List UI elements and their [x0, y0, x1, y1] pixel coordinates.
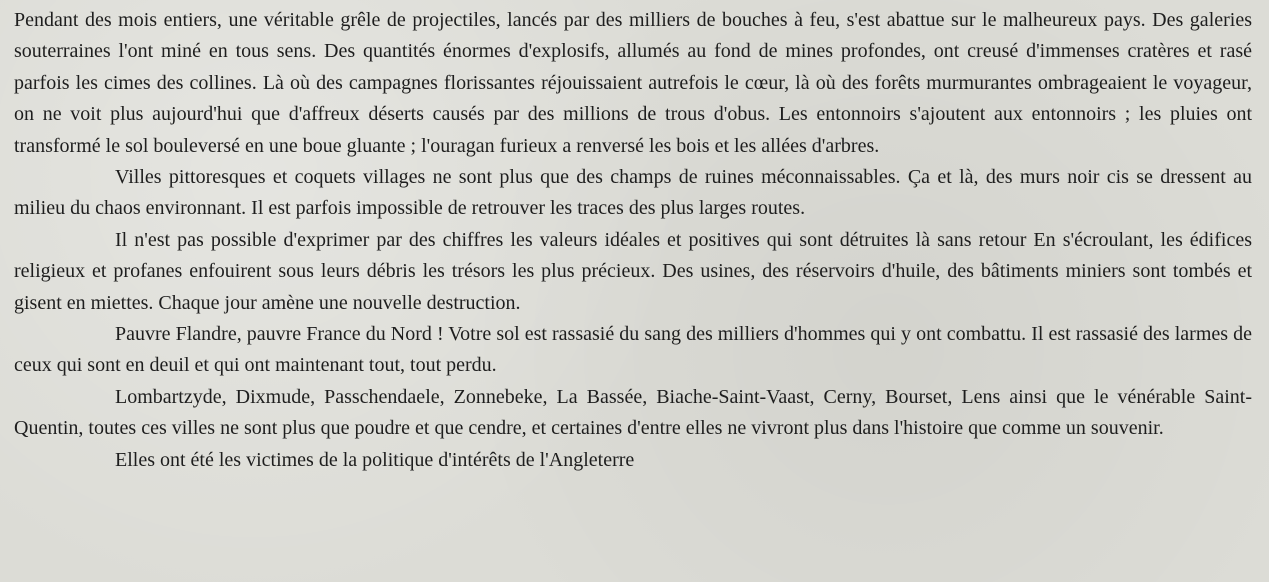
paragraph-6: Elles ont été les victimes de la politique d'intérêts de l'Angleterre [115, 448, 635, 471]
paragraph-1: Pendant des mois entiers, une véritable grêle de projectiles, lancés par des milliers de bouches à feu, s'est abattue sur le malheureux pays. Des galeries souterraines l'ont miné en tous sens. Des quantités énormes d'explosifs, allumés au fond de mines profondes, ont creusé d'immenses cratères et rasé parfois les cimes des collines. Là où des campagnes florissantes réjouissaient autrefois le cœur, là où des forêts murmurantes ombrageaient le voyageur, on ne voit plus aujourd'hui que d'affreux déserts causés par des millions de trous d'obus. Les entonnoirs s'ajoutent aux entonnoirs ; les pluies ont transformé le sol bouleversé en une boue gluante ; l'ouragan furieux a renversé les bois et les allées d'arbres. [14, 9, 1252, 157]
paragraph-5: Lombartzyde, Dixmude, Passchendaele, Zonnebeke, La Bassée, Biache-Saint-Vaast, Cerny, Bourset, Lens ainsi que le vénérable Saint-Quentin, toutes ces villes ne sont plus que poudre et que cendre, et certaines d'entre elles ne vivront plus dans l'histoire que comme un souvenir. [14, 385, 1252, 440]
paragraph-4: Pauvre Flandre, pauvre France du Nord ! Votre sol est rassasié du sang des milliers d'hommes qui y ont combattu. Il est rassasié des larmes de ceux qui sont en deuil et qui ont maintenant tout, tout perdu. [14, 323, 1252, 377]
paragraph-2: Villes pittoresques et coquets villages ne sont plus que des champs de ruines méconnaissables. Ça et là, des murs noir cis se dressent au milieu du chaos environnant. Il est parfois impossible de retrouver les traces des plus larges routes. [14, 166, 1252, 220]
paragraph-3: Il n'est pas possible d'exprimer par des chiffres les valeurs idéales et positives qui sont détruites là sans retour En s'écroulant, les édifices religieux et profanes enfouirent sous leurs débris les trésors les plus précieux. Des usines, des réservoirs d'huile, des bâtiments miniers sont tombés et gisent en miettes. Chaque jour amène une nouvelle destruction. [14, 228, 1252, 314]
